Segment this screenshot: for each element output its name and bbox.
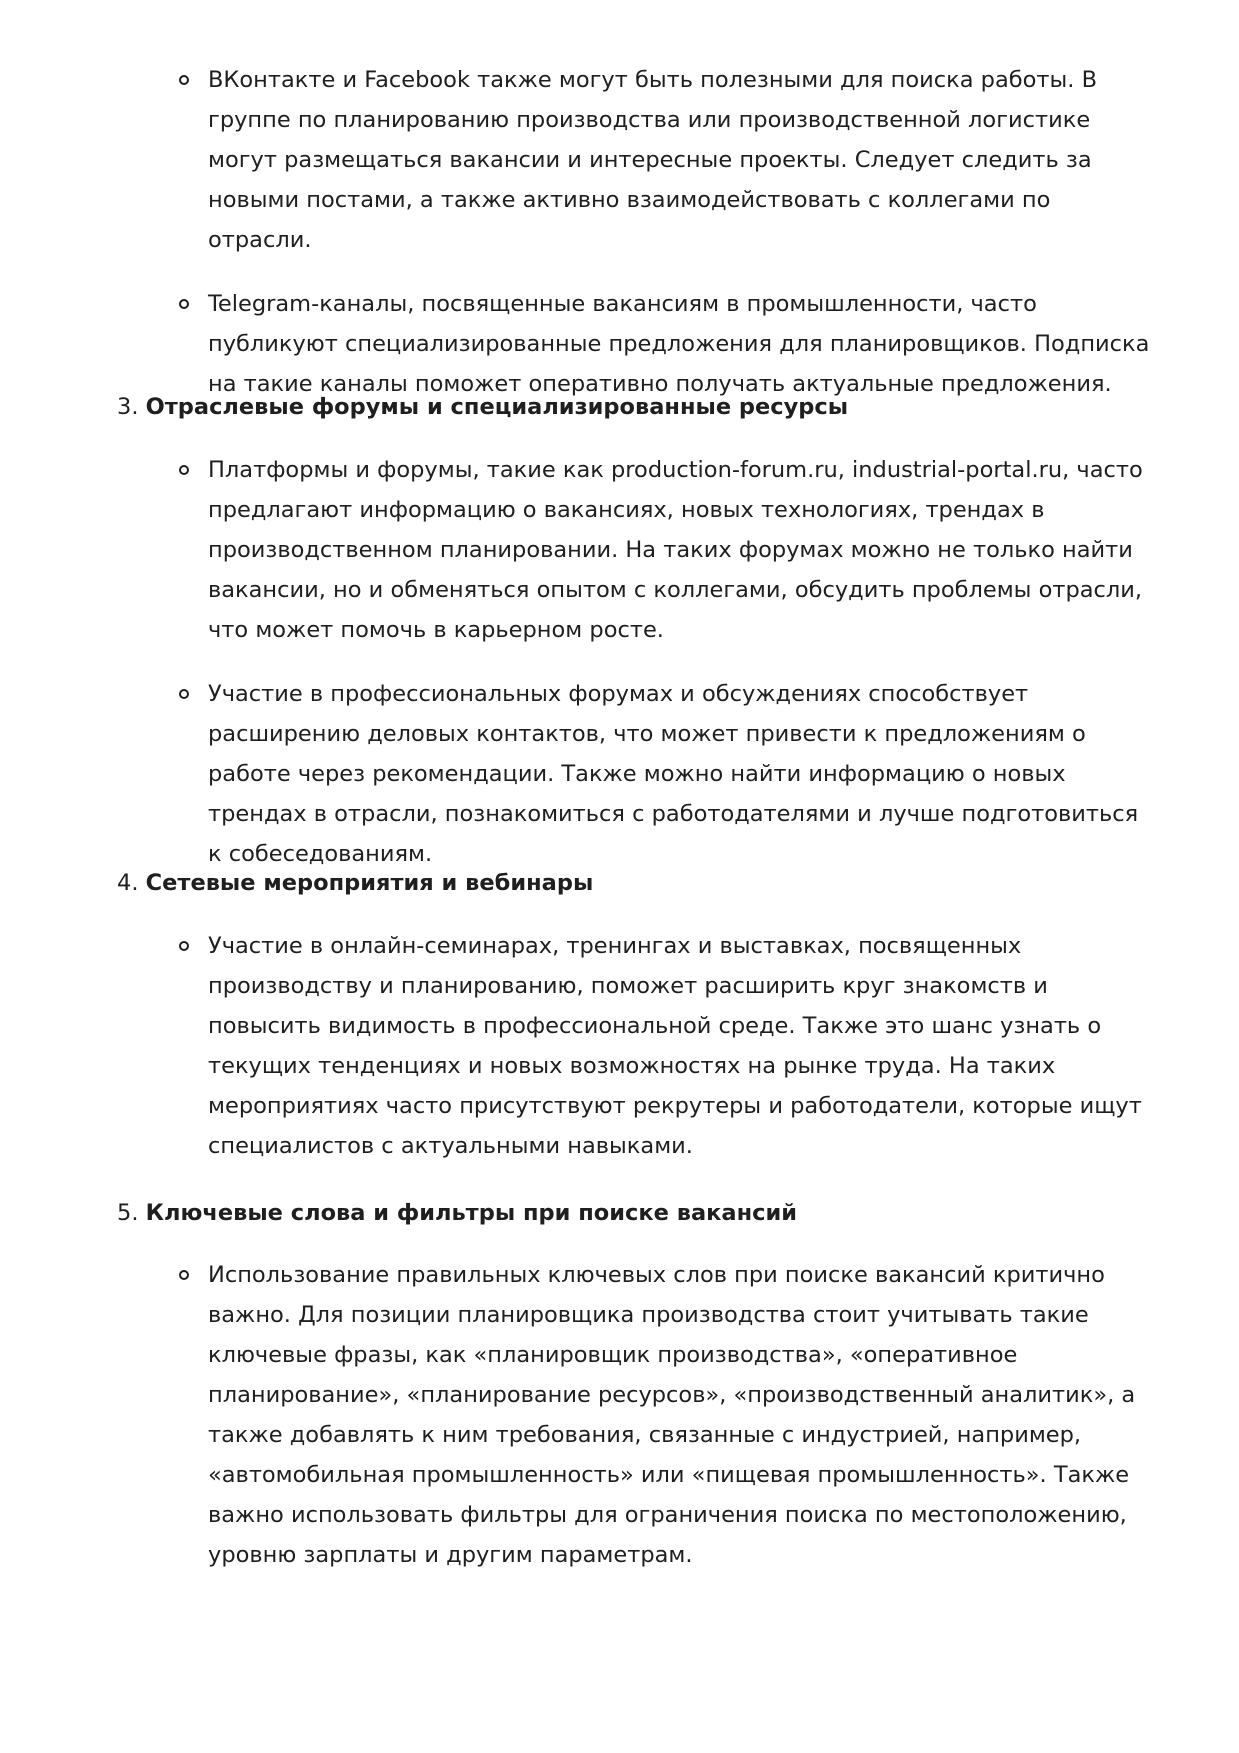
list-item — [208, 450, 1158, 650]
hollow-circle-bullet-icon — [179, 941, 189, 951]
hollow-circle-bullet-icon — [179, 299, 189, 309]
hollow-circle-bullet-icon — [179, 1270, 189, 1280]
section-3-heading — [117, 387, 1117, 427]
list-item — [208, 60, 1158, 260]
list-item-text: Участие в онлайн-семинарах, тренингах и выставках, посвященных производству и планированию, поможет расширить круг знакомств и повысить видимость в профессиональной среде. Также это шанс узнать о текущих тенденциях и новых возможностях на рынке труда. На таких мероприятиях часто присутствуют рекрутеры и работодатели, которые ищут специалистов с актуальными навыками. — [208, 933, 1142, 1159]
list-item-text: ВКонтакте и Facebook также могут быть полезными для поиска работы. В группе по планированию производства или производственной логистике могут размещаться вакансии и интересные проекты. Следует следить за новыми постами, а также активно взаимодействовать с коллегами по отрасли. — [208, 67, 1098, 253]
list-item — [208, 284, 1158, 404]
section-3-bullet-list — [208, 450, 1158, 874]
list-item-text: Платформы и форумы, такие как production-forum.ru, industrial-portal.ru, часто предлагают информацию о вакансиях, новых технологиях, трендах в производственном планировании. На таких форумах можно не только найти вакансии, но и обменяться опытом с коллегами, обсудить проблемы отрасли, что может помочь в карьерном росте. — [208, 457, 1143, 643]
section-title: Отраслевые форумы и специализированные ресурсы — [145, 394, 849, 420]
section-4-heading — [117, 863, 1117, 903]
section-2-bullet-list — [208, 60, 1158, 404]
section-number: 4. — [117, 870, 139, 896]
list-item — [208, 674, 1158, 874]
list-item — [208, 926, 1158, 1166]
list-item-text: Участие в профессиональных форумах и обсуждениях способствует расширению деловых контактов, что может привести к предложениям о работе через рекомендации. Также можно найти информацию о новых трендах в отрасли, познакомиться с работодателями и лучше подготовиться к собеседованиям. — [208, 681, 1139, 867]
section-number: 3. — [117, 394, 139, 420]
list-item-text: Telegram-каналы, посвященные вакансиям в промышленности, часто публикуют специализированные предложения для планировщиков. Подписка на такие каналы поможет оперативно получать актуальные предложения. — [208, 291, 1150, 397]
hollow-circle-bullet-icon — [179, 689, 189, 699]
hollow-circle-bullet-icon — [179, 75, 189, 85]
section-title: Сетевые мероприятия и вебинары — [145, 870, 594, 896]
section-title: Ключевые слова и фильтры при поиске вакансий — [145, 1200, 798, 1226]
section-4-bullet-list — [208, 926, 1158, 1166]
section-5-heading — [117, 1193, 1117, 1233]
section-number: 5. — [117, 1200, 139, 1226]
hollow-circle-bullet-icon — [179, 465, 189, 475]
list-item-text: Использование правильных ключевых слов при поиске вакансий критично важно. Для позиции планировщика производства стоит учитывать такие ключевые фразы, как «планировщик производства», «оперативное планирование», «планирование ресурсов», «производственный аналитик», а также добавлять к ним требования, связанные с индустрией, например, «автомобильная промышленность» или «пищевая промышленность». Также важно использовать фильтры для ограничения поиска по местоположению, уровню зарплаты и другим параметрам. — [208, 1262, 1136, 1568]
list-item — [208, 1255, 1158, 1575]
section-5-bullet-list — [208, 1255, 1158, 1575]
